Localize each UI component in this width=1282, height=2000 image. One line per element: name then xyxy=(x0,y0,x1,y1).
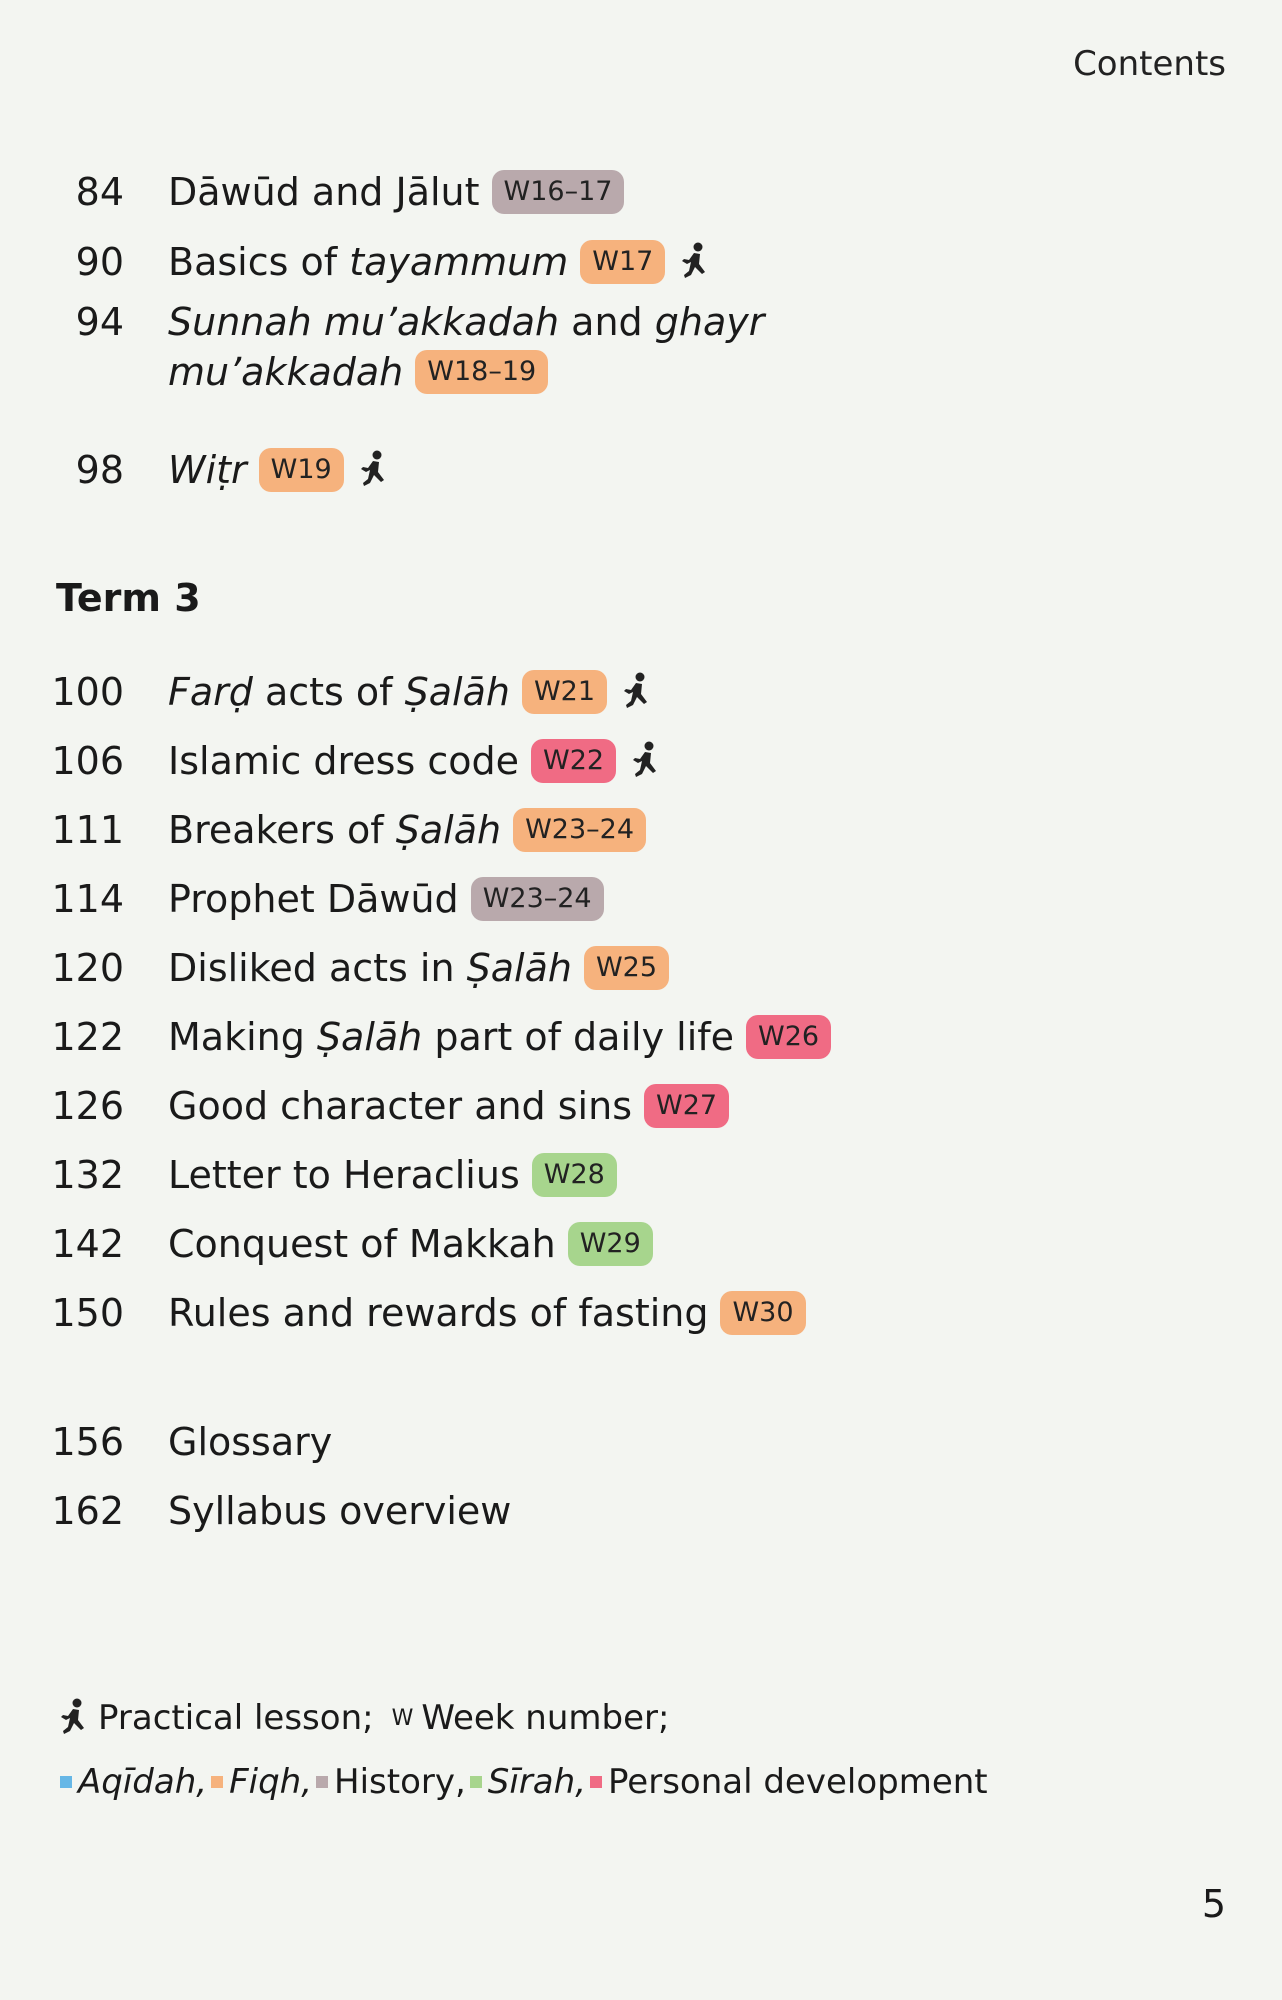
page-number: 162 xyxy=(51,1489,124,1533)
category-label: Personal development xyxy=(608,1762,988,1802)
week-tag: W16–17 xyxy=(492,170,625,214)
page-number: 156 xyxy=(51,1420,124,1464)
week-tag: W28 xyxy=(532,1153,617,1197)
legend-key xyxy=(56,1698,669,1738)
week-tag: W23–24 xyxy=(471,877,604,921)
week-tag: W23–24 xyxy=(513,808,646,852)
running-person-icon xyxy=(619,672,653,712)
page-number: 150 xyxy=(51,1291,124,1335)
page-number: 94 xyxy=(75,300,124,344)
page-number: 126 xyxy=(51,1084,124,1128)
page-number: 98 xyxy=(75,448,124,492)
personal-development-swatch xyxy=(590,1776,602,1788)
category-legend xyxy=(56,1762,988,1802)
aqidah-swatch xyxy=(60,1776,72,1788)
category-label: Sīrah, xyxy=(487,1762,586,1802)
entry-title: Glossary xyxy=(168,1420,333,1464)
page-number: 120 xyxy=(51,946,124,990)
section-heading-term-3: Term 3 xyxy=(56,576,201,620)
entry-title: Disliked acts in Ṣalāh xyxy=(168,946,572,990)
entry-title: Good character and sins xyxy=(168,1084,632,1128)
running-person-icon xyxy=(628,741,662,781)
category-label: Fiqh, xyxy=(229,1762,313,1802)
week-tag: W19 xyxy=(259,448,344,492)
category-label: History, xyxy=(334,1762,466,1802)
practical-lesson-label: Practical lesson; xyxy=(98,1698,374,1738)
running-person-icon xyxy=(677,242,711,282)
entry-title: Conquest of Makkah xyxy=(168,1222,556,1266)
entry-title: Breakers of Ṣalāh xyxy=(168,808,502,852)
week-tag: W29 xyxy=(568,1222,653,1266)
entry-title-line1: Sunnah mu’akkadah and ghayr xyxy=(168,300,765,344)
entry-title: Letter to Heraclius xyxy=(168,1153,520,1197)
entry-title: Syllabus overview xyxy=(168,1489,512,1533)
week-symbol: W xyxy=(391,1705,414,1731)
entry-title: Prophet Dāwūd xyxy=(168,877,459,921)
category-label: Aqīdah, xyxy=(78,1762,208,1802)
week-tag: W21 xyxy=(522,670,607,714)
week-tag: W26 xyxy=(746,1015,831,1059)
page-number-footer: 5 xyxy=(1201,1882,1226,1926)
week-number-label: Week number; xyxy=(421,1698,670,1738)
week-tag: W18–19 xyxy=(415,350,548,394)
page-number: 111 xyxy=(51,808,124,852)
page-number: 106 xyxy=(51,739,124,783)
running-person-icon xyxy=(356,450,390,490)
entry-title: Farḍ acts of Ṣalāh xyxy=(168,670,510,714)
week-tag: W30 xyxy=(720,1291,805,1335)
entry-title-line2: mu’akkadah xyxy=(168,350,404,394)
week-tag: W22 xyxy=(531,739,616,783)
entry-title: Making Ṣalāh part of daily life xyxy=(168,1015,735,1059)
page-number: 90 xyxy=(75,240,124,284)
page-number: 114 xyxy=(51,877,124,921)
entry-title: Islamic dress code xyxy=(168,739,519,783)
week-tag: W17 xyxy=(580,240,665,284)
entry-title: Basics of tayammum xyxy=(168,240,569,284)
week-tag: W25 xyxy=(584,946,669,990)
entry-title: Dāwūd and Jālut xyxy=(168,170,480,214)
page-number: 122 xyxy=(51,1015,124,1059)
page-number: 84 xyxy=(75,170,124,214)
page-number: 100 xyxy=(51,670,124,714)
page-number: 142 xyxy=(51,1222,124,1266)
sirah-swatch xyxy=(470,1776,482,1788)
entry-title: Wiṭr xyxy=(168,448,247,492)
week-tag: W27 xyxy=(644,1084,729,1128)
history-swatch xyxy=(316,1776,328,1788)
running-header: Contents xyxy=(1073,44,1226,84)
fiqh-swatch xyxy=(211,1776,223,1788)
page-number: 132 xyxy=(51,1153,124,1197)
entry-title: Rules and rewards of fasting xyxy=(168,1291,709,1335)
running-person-icon xyxy=(56,1698,90,1738)
